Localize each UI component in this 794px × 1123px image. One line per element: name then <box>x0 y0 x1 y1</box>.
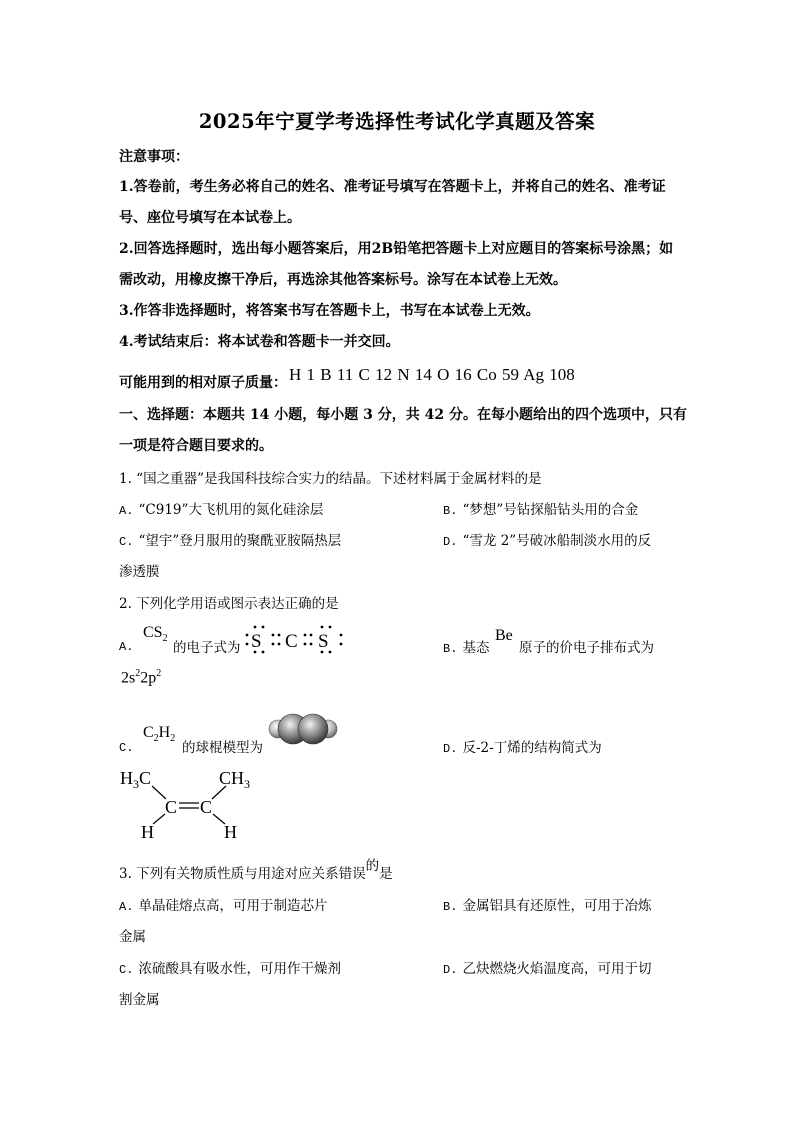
config-2s: 2s <box>121 669 136 687</box>
struct-h3c <box>120 768 151 791</box>
lewis-s-right: S <box>318 631 329 652</box>
q3-option-a-label: A. <box>119 900 134 914</box>
config-2p-sup: 2 <box>156 668 162 679</box>
ch3-sub: 3 <box>244 777 251 791</box>
q2-option-d <box>443 736 602 756</box>
notice-item-3: 3.作答非选择题时，将答案书写在答题卡上，书写在本试卷上无效。 <box>119 303 540 319</box>
q2-option-a-label: A. <box>119 640 134 654</box>
h3c-h: H <box>120 768 133 788</box>
struct-h-right: H <box>224 822 237 840</box>
q1-option-b-label: B. <box>443 504 458 518</box>
q1-option-b <box>443 498 638 518</box>
q3-option-a-text: 单晶硅熔点高，可用于制造芯片 <box>138 898 328 914</box>
q2-option-a-text: 的电子式为 <box>173 640 241 656</box>
q3-stem-sup: 的 <box>365 858 380 874</box>
q1-stem: 1. “国之重器”是我国科技综合实力的结晶。下述材料属于金属材料的是 <box>119 471 542 487</box>
q3-stem-b: 是 <box>379 866 393 882</box>
atomic-mass-values: H 1 B 11 C 12 N 14 O 16 Co 59 Ag 108 <box>289 365 575 384</box>
struct-h-left: H <box>141 822 154 840</box>
q1-option-d-continued: 渗透膜 <box>119 564 160 580</box>
q2-option-b-text: 原子的价电子排布式为 <box>519 640 654 656</box>
lewis-s-left: S <box>251 631 262 652</box>
q2-cs2-sub: 2 <box>162 633 168 645</box>
q2-option-b-label: B. <box>443 642 458 656</box>
q1-option-a-label: A. <box>119 504 134 518</box>
q1-option-d <box>443 529 651 549</box>
q3-option-b <box>443 894 652 914</box>
struct-c-left: C <box>165 797 178 817</box>
q3-option-d <box>443 957 652 977</box>
q3-option-b-text: 金属铝具有还原性，可用于冶炼 <box>462 898 652 914</box>
q3-stem-a: 3. 下列有关物质性质与用途对应关系错误 <box>119 866 366 882</box>
page-title: 2025年宁夏学考选择性考试化学真题及答案 <box>198 110 596 133</box>
c2h2-h-sub: 2 <box>170 733 176 745</box>
q1-option-a <box>119 498 323 518</box>
q1-option-b-text: “梦想”号钻探船钻头用的合金 <box>462 502 639 518</box>
q2-option-d-text: 反-2-丁烯的结构简式为 <box>462 740 602 756</box>
notice-item-4: 4.考试结束后：将本试卷和答题卡一并交回。 <box>119 334 400 350</box>
ch3-ch: CH <box>219 768 245 788</box>
q2-be-symbol: Be <box>495 627 513 644</box>
q3-option-c-text: 浓硫酸具有吸水性，可用作干燥剂 <box>138 961 341 977</box>
q2-option-a <box>119 635 133 654</box>
q3-option-d-label: D. <box>443 963 458 977</box>
lewis-c: C <box>285 631 298 652</box>
q3-option-c-label: C. <box>119 963 134 977</box>
notice-heading: 注意事项： <box>119 149 189 165</box>
q2-option-b <box>443 636 490 656</box>
struct-c-right: C <box>200 797 213 817</box>
notice-item-2-line-1: 2.回答选择题时，选出每小题答案后，用2B铅笔把答题卡上对应题目的答案标号涂黑；如 <box>119 241 674 257</box>
c2h2-c-sub: 2 <box>153 733 159 745</box>
c2h2-h: H <box>158 724 171 741</box>
trans-2-butene-structure <box>118 766 263 840</box>
q1-option-c-text: “望宇”登月服用的聚酰亚胺隔热层 <box>138 533 342 549</box>
q1-option-c <box>119 529 341 549</box>
q3-stem <box>119 858 393 882</box>
q3-option-c <box>119 957 341 977</box>
q2-option-c-text: 的球棍模型为 <box>182 740 263 756</box>
section-1-line-2: 一项是符合题目要求的。 <box>119 438 273 454</box>
q2-c2h2-formula <box>143 724 175 744</box>
notice-item-1-line-1: 1.答卷前，考生务必将自己的姓名、准考证号填写在答题卡上，并将自己的姓名、准考证 <box>119 179 666 195</box>
q3-option-a <box>119 894 328 914</box>
config-2s-sup: 2 <box>135 668 141 679</box>
q1-option-a-text: “C919”大飞机用的氮化硅涂层 <box>138 502 324 518</box>
q2-option-b-pre: 基态 <box>462 640 490 656</box>
h3c-sub: 3 <box>133 777 139 791</box>
q2-option-c-label: C. <box>119 741 134 755</box>
notice-item-2-line-2: 需改动，用橡皮擦干净后，再选涂其他答案标号。涂写在本试卷上无效。 <box>119 272 567 288</box>
notice-item-1-line-2: 号、座位号填写在本试卷上。 <box>119 210 301 226</box>
q1-option-c-label: C. <box>119 535 134 549</box>
q2-option-c <box>119 736 133 755</box>
q2-be-electron-config <box>121 668 161 687</box>
cs2-lewis-structure <box>244 625 346 655</box>
q3-option-d-text: 乙炔燃烧火焰温度高，可用于切 <box>462 961 652 977</box>
h3c-c: C <box>139 768 152 788</box>
config-2p: 2p <box>140 669 157 687</box>
q1-option-d-text: “雪龙 2”号破冰船制淡水用的反 <box>462 533 652 549</box>
q2-cs2-formula <box>143 624 168 644</box>
q2-stem: 2. 下列化学用语或图示表达正确的是 <box>119 596 339 612</box>
q3-option-d-continued: 割金属 <box>119 992 160 1008</box>
q3-option-b-label: B. <box>443 900 458 914</box>
q2-cs2-symbol: CS <box>143 624 163 641</box>
q1-option-d-label: D. <box>443 535 458 549</box>
c2h2-c: C <box>143 724 154 741</box>
atomic-mass-label: 可能用到的相对原子质量： <box>119 375 287 391</box>
q2-option-d-label: D. <box>443 742 458 756</box>
section-1-line-1: 一、选择题：本题共 14 小题，每小题 3 分，共 42 分。在每小题给出的四个选项中，只有 <box>119 407 687 423</box>
q3-option-b-continued: 金属 <box>119 929 146 945</box>
c2h2-ball-and-stick-model <box>268 712 338 746</box>
